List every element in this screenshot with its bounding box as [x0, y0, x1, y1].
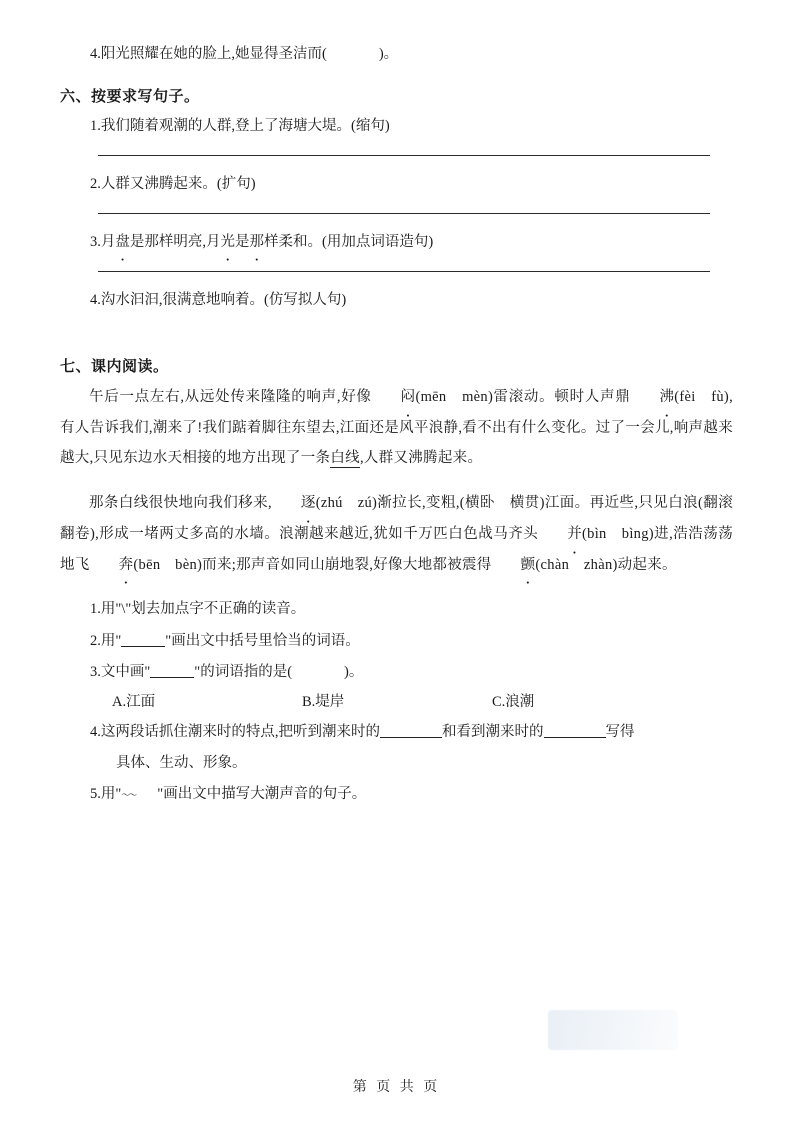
underlined-word: 白线 [330, 450, 360, 467]
page-footer: 第 页 共 页 [352, 1080, 441, 1095]
question-top-tail: )。 [378, 46, 399, 62]
dot-mark: 光 [220, 234, 235, 250]
section7-question-4-cont: 具体、生动、形象。 [116, 755, 247, 772]
dot-mark: 沸 [659, 389, 675, 405]
answer-line-2[interactable] [98, 213, 710, 214]
watermark [548, 1010, 678, 1050]
fill-blank-1[interactable] [380, 737, 442, 738]
section7-question-2: 2.用" "画出文中括号里恰当的词语。 [90, 632, 360, 649]
dot-mark: 颤 [520, 556, 536, 573]
section6-item-4: 4.沟水汩汩,很满意地响着。(仿写拟人句) [90, 292, 347, 308]
passage-paragraph-1: 午后一点左右,从远处传来隆隆的响声,好像 闷(mēn mèn)雷滚动。顿时人声鼎 沸(fèi fù),有人告诉我们,潮来了!我们踮着脚往东望去,江面还是风平浪静,看不出有什么变化。过了一会儿,响声越来越大,只见东边水天相接的地方出现了一条白线,人群又沸腾起来。 [60, 382, 733, 474]
choice-b[interactable]: B.堤岸 [302, 693, 345, 710]
answer-line-3[interactable] [98, 271, 710, 272]
section6-item-3: 3.月盘是那样明亮,月光是那样柔和。(用加点词语造句) [60, 228, 733, 257]
reading-passage [60, 382, 748, 580]
section7-choices [60, 688, 733, 717]
passage-paragraph-2: 那条白线很快地向我们移来, 逐(zhú zú)渐拉长,变粗,(横卧 横贯)江面。再近些,只见白浪(翻滚 翻卷),形成一堵两丈多高的水墙。浪潮越来越近,犹如千万匹白色战马齐头 并(bìn bìng)进,浩浩荡荡地飞 奔(bēn bèn)而来;那声音如同山崩地裂,好像大地都被震得 颤(chàn zhàn)动起来。 [60, 488, 733, 580]
choice-c[interactable]: C.浪潮 [492, 693, 535, 710]
dot-mark: 并 [567, 525, 583, 542]
section7-question-4: 4.这两段话抓住潮来时的特点,把听到潮来时的 和看到潮来时的 写得 [90, 723, 635, 740]
section7-question-1: 1.用"\"划去加点字不正确的读音。 [90, 601, 306, 618]
wavy-underline-mark [121, 800, 157, 801]
section7-question-3: 3.文中画" "的词语指的是( )。 [90, 663, 364, 680]
answer-line-1[interactable] [98, 155, 710, 156]
section-heading-seven: 七、课内阅读。 [60, 359, 169, 375]
dot-mark: 那 [249, 234, 264, 250]
underline-mark [121, 646, 165, 647]
section-heading-six: 六、按要求写句子。 [60, 89, 200, 105]
section6-item-1: 1.我们随着观潮的人群,登上了海塘大堤。(缩句) [90, 118, 390, 134]
section7-question-5: 5.用" 〜〜 "画出文中描写大潮声音的句子。 [60, 779, 733, 810]
dot-mark: 闷 [400, 389, 416, 405]
question-top [60, 40, 733, 69]
dot-mark: 逐 [300, 495, 316, 512]
fill-blank-2[interactable] [544, 737, 606, 738]
section6-item-2: 2.人群又沸腾起来。(扩句) [90, 176, 256, 192]
choice-a[interactable]: A.江面 [112, 693, 156, 710]
dot-mark: 盘 [115, 234, 130, 250]
question-top-text: 4.阳光照耀在她的脸上,她显得圣洁而( [90, 46, 327, 62]
dot-mark: 奔 [118, 556, 134, 573]
underline-mark [150, 677, 194, 678]
